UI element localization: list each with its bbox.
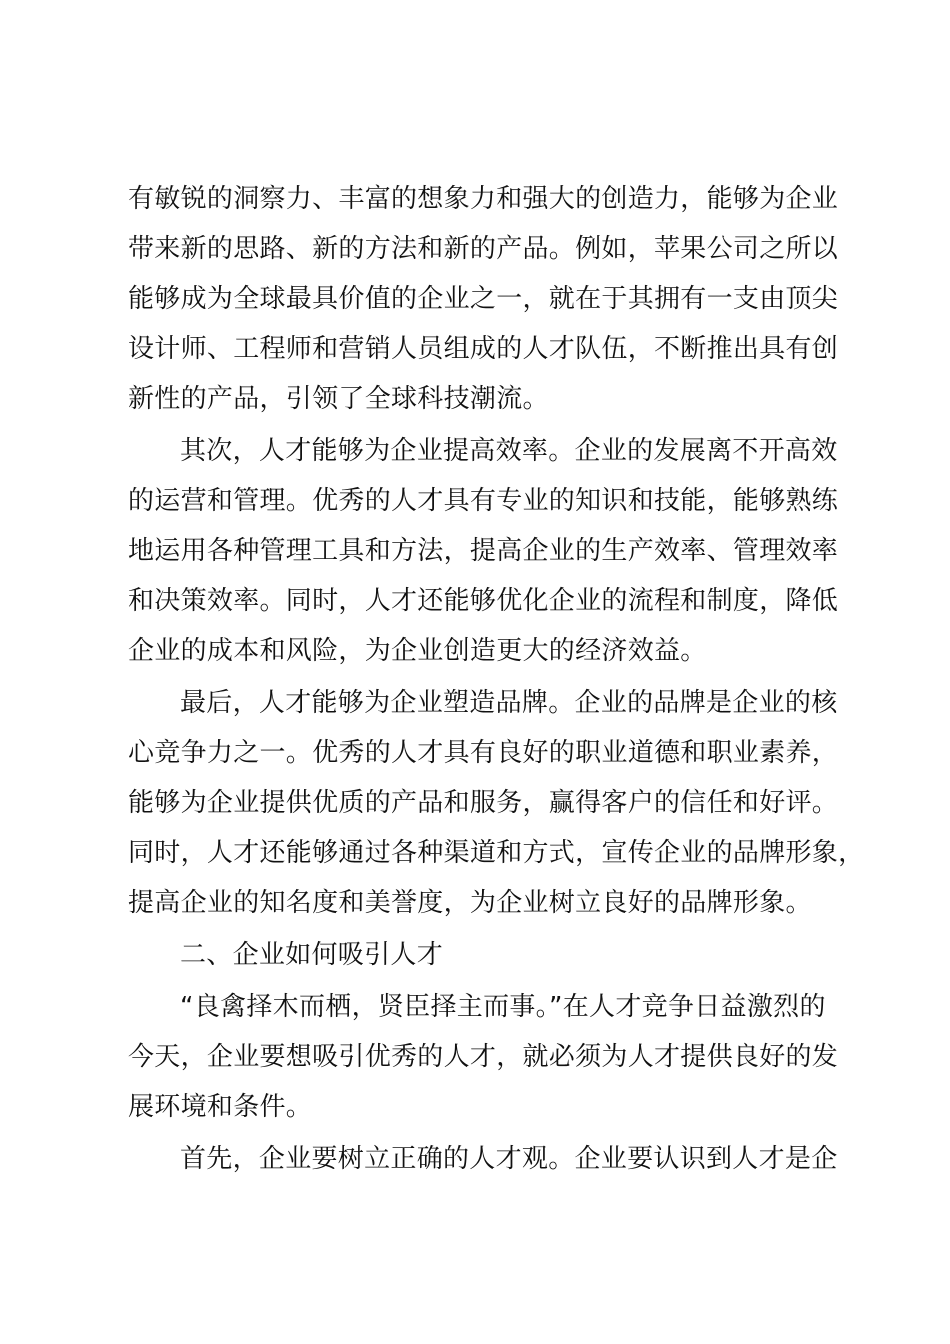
text-line: 今天，企业要想吸引优秀的人才，就必须为人才提供良好的发 xyxy=(128,1042,839,1072)
text-line: 新性的产品，引领了全球科技潮流。 xyxy=(128,384,549,414)
paragraph-start-line: “良禽择木而栖，贤臣择主而事。”在人才竞争日益激烈的 xyxy=(180,992,826,1022)
text-line: 同时，人才还能够通过各种渠道和方式，宣传企业的品牌形象， xyxy=(128,838,865,868)
text-line: 企业的成本和风险，为企业创造更大的经济效益。 xyxy=(128,636,707,666)
paragraph-start-line: 首先，企业要树立正确的人才观。企业要认识到人才是企 xyxy=(180,1144,838,1174)
text-line: 设计师、工程师和营销人员组成的人才队伍，不断推出具有创 xyxy=(128,334,839,364)
section-heading: 二、企业如何吸引人才 xyxy=(180,940,444,970)
paragraph-start-line: 最后，人才能够为企业塑造品牌。企业的品牌是企业的核 xyxy=(180,688,838,718)
paragraph-start-line: 其次，人才能够为企业提高效率。企业的发展离不开高效 xyxy=(180,436,838,466)
text-line: 带来新的思路、新的方法和新的产品。例如，苹果公司之所以 xyxy=(128,234,839,264)
text-line: 展环境和条件。 xyxy=(128,1092,313,1122)
text-line: 的运营和管理。优秀的人才具有专业的知识和技能，能够熟练 xyxy=(128,486,839,516)
text-line: 地运用各种管理工具和方法，提高企业的生产效率、管理效率 xyxy=(128,536,839,566)
text-line: 能够成为全球最具价值的企业之一，就在于其拥有一支由顶尖 xyxy=(128,284,839,314)
text-line: 有敏锐的洞察力、丰富的想象力和强大的创造力，能够为企业 xyxy=(128,184,839,214)
text-line: 和决策效率。同时，人才还能够优化企业的流程和制度，降低 xyxy=(128,586,839,616)
text-line: 心竞争力之一。优秀的人才具有良好的职业道德和职业素养， xyxy=(128,738,839,768)
text-line: 提高企业的知名度和美誉度，为企业树立良好的品牌形象。 xyxy=(128,888,812,918)
text-line: 能够为企业提供优质的产品和服务，赢得客户的信任和好评。 xyxy=(128,788,839,818)
